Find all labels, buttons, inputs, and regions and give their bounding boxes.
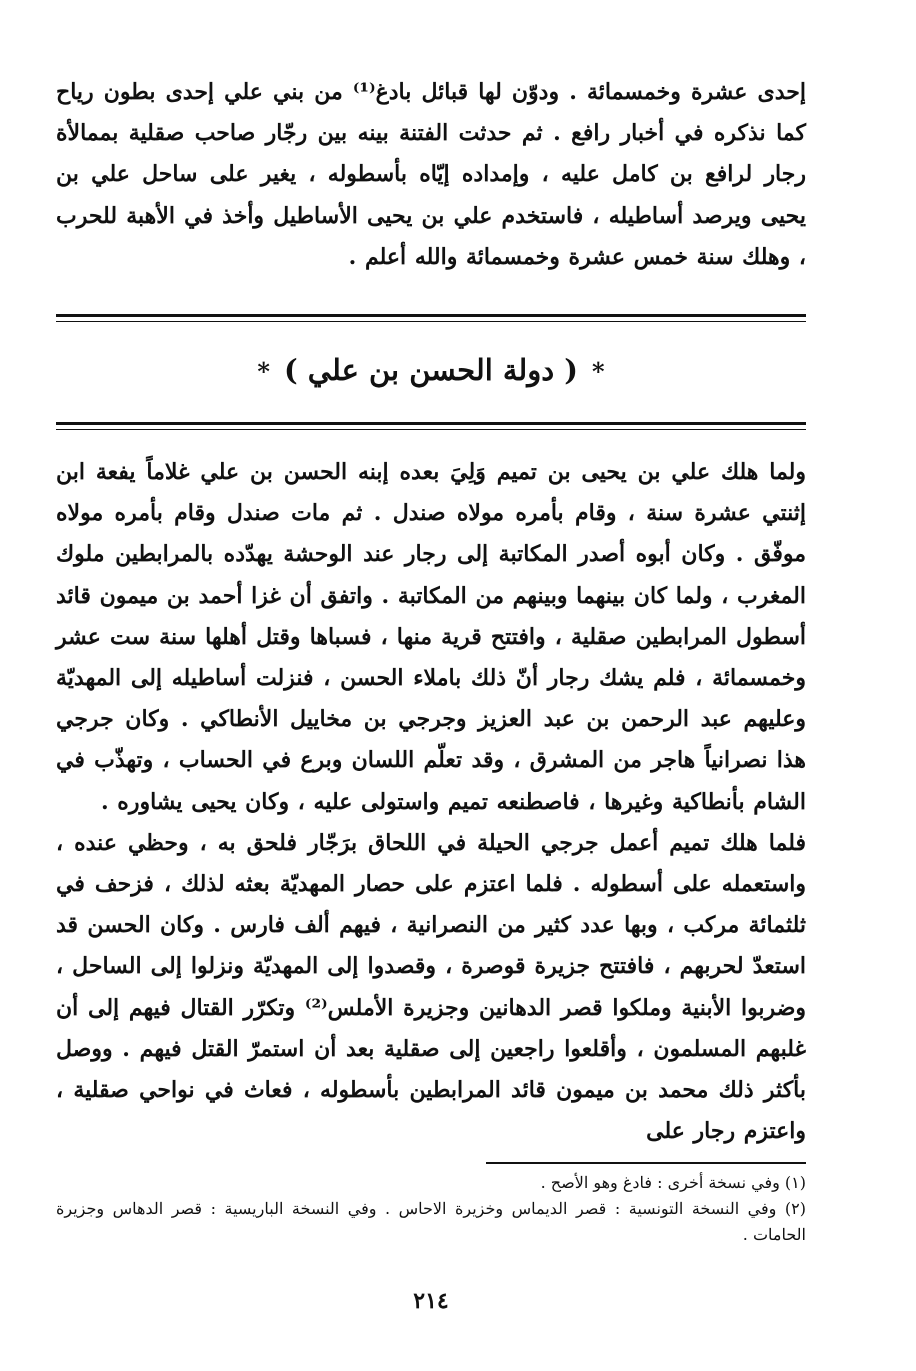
heading-star-left: * — [257, 357, 270, 386]
section-divider-top — [56, 314, 806, 322]
footnotes — [56, 1170, 806, 1248]
top-paragraph: إحدى عشرة وخمسمائة . ودوّن لها قبائل بادغ⁽¹⁾ من بني علي إحدى بطون رياح كما نذكره في أخبار رافع . ثم حدثت الفتنة بينه بين رجّار صاحب صقلية بممالأة رجار لرافع بن كامل عليه ، وإمداده إيّاه بأسطوله ، يغير على ساحل علي بن يحيى ويرصد أساطيله ، فاستخدم علي بن يحيى الأساطيل وأخذ في الأهبة للحرب ، وهلك سنة خمس عشرة وخمسمائة والله أعلم . — [56, 79, 806, 270]
footnote-1: (١) وفي نسخة أخرى : فادغ وهو الأصح . — [540, 1173, 806, 1192]
paragraph-1: ولما هلك علي بن يحيى بن تميم وَلِيَ بعده إبنه الحسن بن علي غلاماً يفعة ابن إثنتي عشرة سنة ، وقام بأمره مولاه صندل . ثم مات صندل وقام بأمره مولاه موفّق . وكان أبوه أصدر المكاتبة إلى رجار عند الوحشة يهدّده بالمرابطين ملوك المغرب ، ولما كان بينهما وبينهم من المكاتبة . واتفق أن غزا أحمد بن ميمون قائد أسطول المرابطين صقلية ، وافتتح قرية منها ، فسباها وقتل أهلها سنة ست عشر وخمسمائة ، فلم يشك رجار أنّ ذلك باملاء الحسن ، فنزلت أساطيله إلى المهديّة وعليهم عبد الرحمن بن عبد العزيز وجرجي بن مخاييل الأنطاكي . وكان جرجي هذا نصرانياً هاجر من المشرق ، وقد تعلّم اللسان وبرع في الحساب ، وتهذّب في الشام بأنطاكية وغيرها ، فاصطنعه تميم واستولى عليه ، وكان يحيى يشاوره . — [56, 459, 806, 815]
heading-title: ( دولة الحسن بن علي ) — [283, 353, 578, 387]
section-heading — [56, 340, 806, 402]
book-page — [56, 62, 806, 1352]
paragraph-2: فلما هلك تميم أعمل جرجي الحيلة في اللحاق برَجّار فلحق به ، وحظي عنده ، واستعمله على أسطوله . فلما اعتزم على حصار المهديّة بعثه لذلك ، فزحف في ثلثمائة مركب ، وبها عدد كثير من النصرانية ، فيهم ألف فارس . وكان الحسن قد استعدّ لحربهم ، فافتتح جزيرة قوصرة ، وقصدوا إلى المهديّة ونزلوا إلى الساحل ، وضربوا الأبنية وملكوا قصر الدهانين وجزيرة الأملس⁽²⁾ وتكرّر القتال فيهم إلى أن غلبهم المسلمون ، وأقلعوا راجعين إلى صقلية بعد أن استمرّ القتل فيهم . ووصل بأكثر ذلك محمد بن ميمون قائد المرابطين بأسطوله ، فعاث في نواحي صقلية ، واعتزم رجار على — [56, 829, 806, 1145]
footnote-2: (٢) وفي النسخة التونسية : قصر الديماس وخزيرة الاحاس . وفي النسخة الباريسية : قصر الدهاس وجزيرة الحامات . — [56, 1199, 806, 1244]
footnote-divider — [486, 1162, 806, 1164]
heading-star-right: * — [592, 357, 605, 386]
main-text — [56, 452, 806, 1152]
section-divider-bottom — [56, 422, 806, 430]
page-number: ٢١٤ — [413, 1288, 449, 1314]
